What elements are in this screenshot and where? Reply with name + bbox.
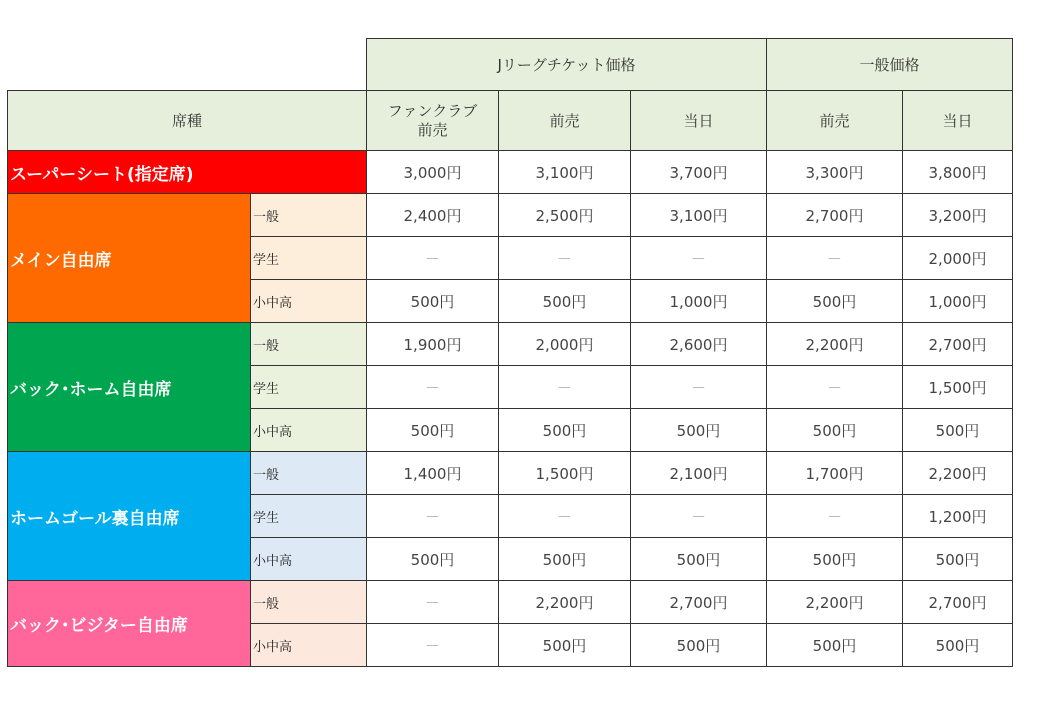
price-cell: 500円 <box>903 409 1013 452</box>
seat-type-header: 席種 <box>8 91 367 151</box>
price-cell: － <box>767 495 903 538</box>
seat-subtype-label: 小中高 <box>251 409 367 452</box>
price-cell: 500円 <box>767 624 903 667</box>
price-cell: 3,300円 <box>767 151 903 194</box>
seat-subtype-label: 一般 <box>251 581 367 624</box>
price-cell: 1,000円 <box>631 280 767 323</box>
table-row <box>8 323 1013 366</box>
seat-category-label: バック･ホーム自由席 <box>8 323 251 452</box>
price-cell: 2,000円 <box>499 323 631 366</box>
price-cell: 2,700円 <box>767 194 903 237</box>
price-cell: 500円 <box>903 624 1013 667</box>
price-cell: 500円 <box>767 280 903 323</box>
price-cell: 2,000円 <box>903 237 1013 280</box>
price-cell: 500円 <box>499 409 631 452</box>
price-cell: 500円 <box>631 409 767 452</box>
seat-subtype-label: 小中高 <box>251 280 367 323</box>
jleague-presale-header: 前売 <box>499 91 631 151</box>
price-cell: － <box>767 366 903 409</box>
jleague-sameday-header: 当日 <box>631 91 767 151</box>
fanclub-header-line2: 前売 <box>417 120 448 139</box>
title-cell <box>8 39 367 91</box>
price-cell: － <box>499 495 631 538</box>
header-group-row <box>8 39 1013 91</box>
price-cell: － <box>631 237 767 280</box>
price-cell: 1,700円 <box>767 452 903 495</box>
price-cell: － <box>631 495 767 538</box>
price-cell: 2,200円 <box>903 452 1013 495</box>
price-cell: 2,500円 <box>499 194 631 237</box>
price-cell: － <box>367 624 499 667</box>
price-cell: 1,200円 <box>903 495 1013 538</box>
seat-subtype-label: 一般 <box>251 194 367 237</box>
price-cell: － <box>367 366 499 409</box>
price-cell: 500円 <box>499 280 631 323</box>
price-cell: 500円 <box>367 409 499 452</box>
seat-subtype-label: 小中高 <box>251 624 367 667</box>
price-cell: 1,900円 <box>367 323 499 366</box>
seat-subtype-label: 一般 <box>251 323 367 366</box>
price-cell: 3,800円 <box>903 151 1013 194</box>
seat-category-label: ホームゴール裏自由席 <box>8 452 251 581</box>
price-cell: 2,200円 <box>767 323 903 366</box>
price-cell: 3,700円 <box>631 151 767 194</box>
general-price-header: 一般価格 <box>767 39 1013 91</box>
price-cell: － <box>767 237 903 280</box>
price-cell: 1,400円 <box>367 452 499 495</box>
price-cell: － <box>367 495 499 538</box>
price-cell: 500円 <box>499 624 631 667</box>
price-cell: － <box>631 366 767 409</box>
price-cell: 2,100円 <box>631 452 767 495</box>
header-column-row <box>8 91 1013 151</box>
price-cell: 1,500円 <box>499 452 631 495</box>
price-cell: 500円 <box>367 538 499 581</box>
price-cell: 3,100円 <box>631 194 767 237</box>
price-cell: － <box>367 237 499 280</box>
price-cell: 1,500円 <box>903 366 1013 409</box>
price-cell: 500円 <box>767 538 903 581</box>
price-cell: 500円 <box>631 538 767 581</box>
price-cell: 2,700円 <box>903 581 1013 624</box>
fanclub-presale-header <box>367 91 499 151</box>
seat-category-label: バック･ビジター自由席 <box>8 581 251 667</box>
price-cell: 500円 <box>767 409 903 452</box>
price-cell: 2,400円 <box>367 194 499 237</box>
seat-category-label: メイン自由席 <box>8 194 251 323</box>
price-cell: 2,700円 <box>631 581 767 624</box>
seat-subtype-label: 学生 <box>251 237 367 280</box>
seat-subtype-label: 小中高 <box>251 538 367 581</box>
seat-subtype-label: 学生 <box>251 366 367 409</box>
ticket-price-table <box>7 38 1013 667</box>
price-cell: 3,100円 <box>499 151 631 194</box>
fanclub-header-line1: ファンクラブ <box>387 101 478 120</box>
table-row <box>8 581 1013 624</box>
general-presale-header: 前売 <box>767 91 903 151</box>
table-row <box>8 151 1013 194</box>
price-cell: 500円 <box>499 538 631 581</box>
price-cell: 1,000円 <box>903 280 1013 323</box>
seat-category-label: スーパーシート(指定席) <box>8 151 367 194</box>
jleague-price-header: Jリーグチケット価格 <box>367 39 767 91</box>
price-cell: 2,200円 <box>767 581 903 624</box>
price-cell: － <box>499 237 631 280</box>
price-cell: 500円 <box>631 624 767 667</box>
price-cell: 2,700円 <box>903 323 1013 366</box>
price-cell: 500円 <box>367 280 499 323</box>
seat-subtype-label: 学生 <box>251 495 367 538</box>
price-cell: 3,200円 <box>903 194 1013 237</box>
price-cell: 3,000円 <box>367 151 499 194</box>
price-cell: 500円 <box>903 538 1013 581</box>
price-cell: 2,600円 <box>631 323 767 366</box>
table-row <box>8 194 1013 237</box>
general-sameday-header: 当日 <box>903 91 1013 151</box>
price-cell: 2,200円 <box>499 581 631 624</box>
table-row <box>8 452 1013 495</box>
seat-subtype-label: 一般 <box>251 452 367 495</box>
price-cell: － <box>367 581 499 624</box>
price-cell: － <box>499 366 631 409</box>
